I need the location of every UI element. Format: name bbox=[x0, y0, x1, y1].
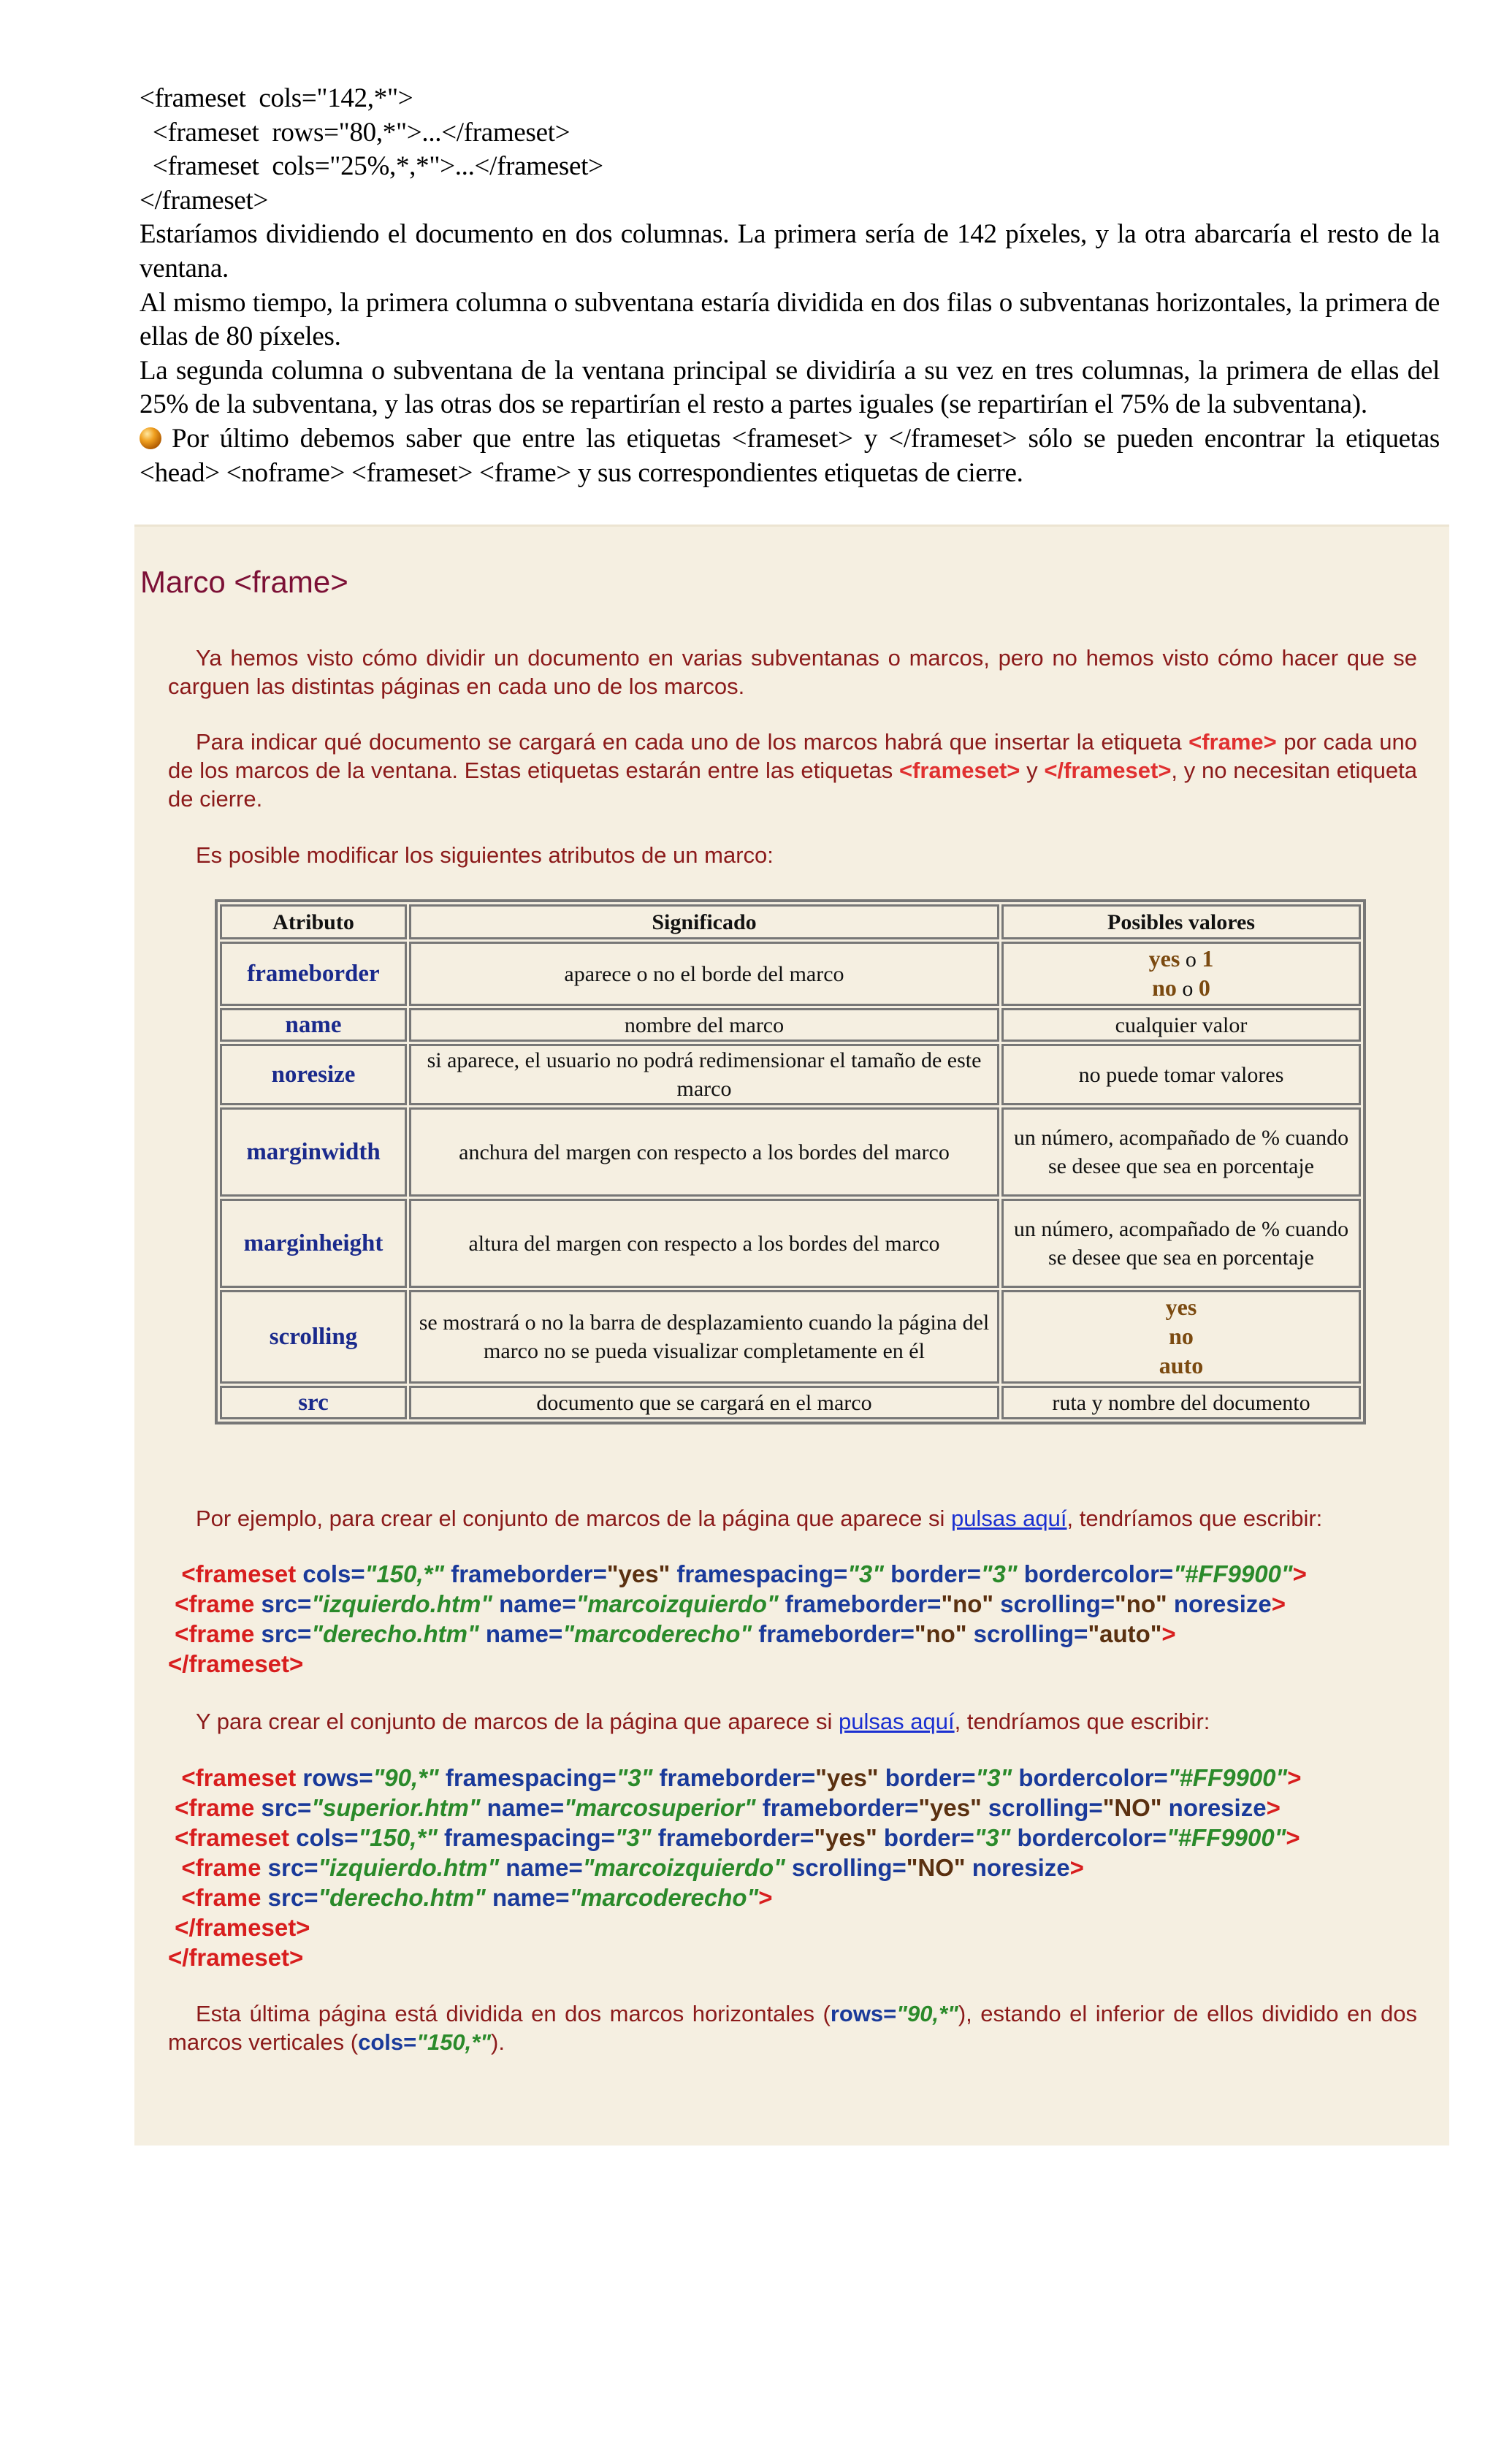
code-token: <frameset bbox=[168, 1560, 303, 1587]
attr-values bbox=[1001, 942, 1361, 1006]
code-line bbox=[168, 1912, 1301, 1942]
code-token: "no" bbox=[1115, 1590, 1167, 1617]
attr-desc: documento que se cargará en el marco bbox=[409, 1386, 999, 1419]
text-fragment: , tendríamos que escribir: bbox=[954, 1709, 1210, 1734]
text-fragment: , y no necesitan etiqueta de cierre. bbox=[168, 758, 1417, 812]
bullet-icon bbox=[140, 427, 161, 449]
code-token: "#FF9900" bbox=[1167, 1764, 1288, 1791]
code-token: "izquierdo.htm" bbox=[318, 1854, 500, 1881]
text-fragment: Esta última página está dividida en dos marcos horizontales ( bbox=[196, 2001, 831, 2026]
pulsas-aqui-link-2[interactable]: pulsas aquí bbox=[839, 1709, 955, 1734]
code-line bbox=[168, 1589, 1307, 1619]
code-token: "marcosuperior" bbox=[564, 1794, 756, 1821]
value-0: 0 bbox=[1198, 974, 1210, 1001]
code-token: name= bbox=[480, 1794, 565, 1821]
code-line: </frameset> bbox=[140, 185, 269, 215]
code-token: "150,*" bbox=[358, 1824, 438, 1851]
code-token: "marcoizquierdo" bbox=[576, 1590, 779, 1617]
table-row bbox=[220, 1386, 1361, 1419]
value-yes: yes bbox=[1148, 945, 1180, 972]
closing-paragraph bbox=[168, 1999, 1417, 2056]
code-token: framespacing= bbox=[437, 1824, 615, 1851]
code-token: cols= bbox=[302, 1560, 365, 1587]
code-token: > bbox=[1292, 1560, 1307, 1587]
code-token: "#FF9900" bbox=[1173, 1560, 1293, 1587]
code-line bbox=[168, 1649, 1307, 1679]
paragraph-columns: Estaríamos dividiendo el documento en dos columnas. La primera sería de 142 píxeles, y la otra abarcaría el resto de la ventana. bbox=[140, 219, 1440, 283]
code-token: "yes" bbox=[814, 1824, 877, 1851]
code-token: frameborder= bbox=[752, 1620, 915, 1647]
attr-desc: se mostrará o no la barra de desplazamiento cuando la página del marco no se pueda visualizar completamente en él bbox=[409, 1290, 999, 1384]
code-token: "90,*" bbox=[373, 1764, 439, 1791]
code-token: "no" bbox=[941, 1590, 994, 1617]
code-line bbox=[168, 1559, 1307, 1589]
code-token: "yes" bbox=[815, 1764, 879, 1791]
text-fragment: ). bbox=[491, 2029, 505, 2055]
code-token: "yes" bbox=[606, 1560, 671, 1587]
table-row bbox=[220, 1044, 1361, 1105]
code-token: noresize bbox=[965, 1854, 1070, 1881]
code-token: "derecho.htm" bbox=[318, 1884, 486, 1911]
text-fragment: Y para crear el conjunto de marcos de la página que aparece si bbox=[196, 1709, 839, 1734]
code-token: "yes" bbox=[918, 1794, 982, 1821]
text-fragment: ), estando el inferior de ellos dividido en dos marcos verticales ( bbox=[168, 2001, 1417, 2055]
code-token: "marcoderecho" bbox=[569, 1884, 759, 1911]
intro-section bbox=[140, 82, 1440, 490]
pulsas-aqui-link-1[interactable]: pulsas aquí bbox=[950, 1506, 1067, 1531]
attr-values: un número, acompañado de % cuando se desee que sea en porcentaje bbox=[1001, 1199, 1361, 1288]
inline-code-attr: rows= bbox=[830, 2001, 897, 2026]
code-token: name= bbox=[499, 1854, 583, 1881]
code-token: border= bbox=[883, 1560, 981, 1587]
paragraph-allowed-tags bbox=[140, 422, 1440, 490]
code-line bbox=[168, 1942, 1301, 1972]
frame-attributes-table bbox=[215, 899, 1366, 1424]
code-token: frameborder= bbox=[652, 1764, 816, 1791]
code-token: "superior.htm" bbox=[311, 1794, 481, 1821]
value-no: no bbox=[1152, 974, 1177, 1001]
text-fragment: Por ejemplo, para crear el conjunto de marcos de la página que aparece si bbox=[196, 1506, 951, 1531]
code-token: "150,*" bbox=[365, 1560, 445, 1587]
code-token: bordercolor= bbox=[1017, 1560, 1174, 1587]
code-token: name= bbox=[485, 1884, 570, 1911]
code-token: framespacing= bbox=[438, 1764, 617, 1791]
example1-intro bbox=[168, 1504, 1417, 1533]
code-line bbox=[168, 1763, 1301, 1793]
code-token: "izquierdo.htm" bbox=[311, 1590, 492, 1617]
code-token: > bbox=[1287, 1764, 1302, 1791]
code-token: "marcoizquierdo" bbox=[582, 1854, 785, 1881]
inline-code-value: "150,*" bbox=[416, 2029, 492, 2055]
code-token: name= bbox=[492, 1590, 576, 1617]
table-row bbox=[220, 1008, 1361, 1042]
code-token: src= bbox=[261, 1620, 312, 1647]
attr-desc: anchura del margen con respecto a los bordes del marco bbox=[409, 1107, 999, 1197]
table-row bbox=[220, 1290, 1361, 1384]
inline-code-value: "90,*" bbox=[896, 2001, 958, 2026]
value-no: no bbox=[1169, 1323, 1194, 1349]
table-header-row bbox=[220, 904, 1361, 939]
attr-desc: aparece o no el borde del marco bbox=[409, 942, 999, 1006]
code-token: rows= bbox=[302, 1764, 373, 1791]
code-token: frameborder= bbox=[778, 1590, 942, 1617]
attr-values: cualquier valor bbox=[1001, 1008, 1361, 1042]
attr-name: noresize bbox=[220, 1044, 407, 1105]
paragraph-allowed-tags-text: Por último debemos saber que entre las etiquetas <frameset> y </frameset> sólo se pueden encontrar la etiquetas <head> <noframe> <frameset> <frame> y sus correspondientes etiquetas de cierre. bbox=[140, 423, 1440, 488]
paragraph-first-column: Al mismo tiempo, la primera columna o subventana estaría dividida en dos filas o subventanas horizontales, la primera de ellas de 80 píxeles. bbox=[140, 287, 1440, 352]
frameset-tag-inline: <frameset> bbox=[898, 758, 1020, 783]
code-token: scrolling= bbox=[981, 1794, 1103, 1821]
code-token: </frameset> bbox=[168, 1650, 304, 1677]
code-line: <frameset cols="25%,*,*">...</frameset> bbox=[140, 151, 603, 182]
code-token: "3" bbox=[616, 1764, 653, 1791]
value-1: 1 bbox=[1202, 945, 1214, 972]
code-token: "NO" bbox=[1102, 1794, 1162, 1821]
attr-name: marginheight bbox=[220, 1199, 407, 1288]
attr-desc: nombre del marco bbox=[409, 1008, 999, 1042]
code-token: <frameset bbox=[168, 1764, 303, 1791]
value-yes: yes bbox=[1165, 1294, 1197, 1320]
value-sep: o bbox=[1180, 947, 1202, 972]
frameset-close-tag-inline: </frameset> bbox=[1044, 758, 1172, 783]
attr-values bbox=[1001, 1290, 1361, 1384]
code-token: scrolling= bbox=[993, 1590, 1115, 1617]
attr-name: src bbox=[220, 1386, 407, 1419]
example1-code bbox=[168, 1559, 1307, 1679]
code-token: <frame bbox=[168, 1620, 262, 1647]
text-fragment: por cada uno de los marcos de la ventana. Estas etiquetas estarán entre las etiquetas bbox=[168, 729, 1417, 783]
code-token: > bbox=[1286, 1824, 1300, 1851]
table-row bbox=[220, 1199, 1361, 1288]
code-token: "#FF9900" bbox=[1167, 1824, 1286, 1851]
value-auto: auto bbox=[1159, 1352, 1204, 1378]
attr-desc: si aparece, el usuario no podrá redimensionar el tamaño de este marco bbox=[409, 1044, 999, 1105]
code-token: > bbox=[1266, 1794, 1281, 1821]
frameset-example-code bbox=[140, 82, 1440, 218]
code-token: scrolling= bbox=[785, 1854, 907, 1881]
attr-values: ruta y nombre del documento bbox=[1001, 1386, 1361, 1419]
table-row bbox=[220, 1107, 1361, 1197]
code-token: > bbox=[1161, 1620, 1176, 1647]
code-token: "marcoderecho" bbox=[562, 1620, 752, 1647]
code-token: border= bbox=[877, 1824, 974, 1851]
attr-name: scrolling bbox=[220, 1290, 407, 1384]
code-token: frameborder= bbox=[651, 1824, 814, 1851]
code-token: <frame bbox=[168, 1854, 268, 1881]
code-token: noresize bbox=[1167, 1590, 1272, 1617]
code-token: "3" bbox=[974, 1824, 1011, 1851]
intro-paragraph: Ya hemos visto cómo dividir un documento en varias subventanas o marcos, pero no hemos visto cómo hacer que se carguen las distintas páginas en cada uno de los marcos. bbox=[168, 645, 1417, 699]
code-token: noresize bbox=[1161, 1794, 1267, 1821]
code-token: src= bbox=[261, 1590, 312, 1617]
code-token: "auto" bbox=[1088, 1620, 1162, 1647]
code-line: <frameset cols="142,*"> bbox=[140, 83, 413, 113]
code-token: src= bbox=[267, 1884, 318, 1911]
code-token: <frameset bbox=[168, 1824, 297, 1851]
code-token: frameborder= bbox=[444, 1560, 607, 1587]
code-token: border= bbox=[878, 1764, 976, 1791]
code-token: </frameset> bbox=[168, 1914, 310, 1941]
code-token: "derecho.htm" bbox=[311, 1620, 479, 1647]
inline-code-attr: cols= bbox=[358, 2029, 417, 2055]
code-token: </frameset> bbox=[168, 1944, 304, 1971]
code-token: cols= bbox=[296, 1824, 359, 1851]
code-token: frameborder= bbox=[755, 1794, 919, 1821]
code-line bbox=[168, 1619, 1307, 1649]
code-token: <frame bbox=[168, 1590, 262, 1617]
text-fragment: Para indicar qué documento se cargará en cada uno de los marcos habrá que insertar la etiqueta bbox=[196, 729, 1189, 755]
attributes-intro: Es posible modificar los siguientes atributos de un marco: bbox=[196, 842, 774, 868]
header-atributo: Atributo bbox=[220, 904, 407, 939]
code-token: "NO" bbox=[906, 1854, 966, 1881]
attr-name: frameborder bbox=[220, 942, 407, 1006]
section-heading: Marco <frame> bbox=[140, 565, 348, 599]
header-significado: Significado bbox=[409, 904, 999, 939]
code-token: > bbox=[758, 1884, 773, 1911]
code-token: "3" bbox=[847, 1560, 884, 1587]
value-sep: o bbox=[1176, 977, 1199, 1001]
frame-tag-inline: <frame> bbox=[1188, 729, 1277, 755]
code-line bbox=[168, 1883, 1301, 1912]
code-token: scrolling= bbox=[966, 1620, 1088, 1647]
frame-section-panel bbox=[134, 525, 1449, 2145]
code-token: "3" bbox=[614, 1824, 652, 1851]
code-token: <frame bbox=[168, 1794, 262, 1821]
code-line: <frameset rows="80,*">...</frameset> bbox=[140, 117, 570, 148]
example2-code bbox=[168, 1763, 1301, 1972]
table-row bbox=[220, 942, 1361, 1006]
code-token: name= bbox=[478, 1620, 563, 1647]
paragraph-second-column: La segunda columna o subventana de la ventana principal se dividiría a su vez en tres columnas, la primera de ellas del 25% de la subventana, y las otras dos se repartirían el resto a partes iguales (se repartirían el 75% de la subventana). bbox=[140, 355, 1440, 420]
code-token: > bbox=[1069, 1854, 1084, 1881]
text-fragment: y bbox=[1020, 758, 1045, 783]
attr-desc: altura del margen con respecto a los bordes del marco bbox=[409, 1199, 999, 1288]
code-token: bordercolor= bbox=[1012, 1764, 1168, 1791]
attr-values: no puede tomar valores bbox=[1001, 1044, 1361, 1105]
text-fragment: , tendríamos que escribir: bbox=[1066, 1506, 1323, 1531]
code-token: src= bbox=[267, 1854, 318, 1881]
code-line bbox=[168, 1853, 1301, 1883]
example2-intro bbox=[168, 1707, 1417, 1736]
code-token: "no" bbox=[914, 1620, 967, 1647]
header-posibles-valores: Posibles valores bbox=[1001, 904, 1361, 939]
attr-name: name bbox=[220, 1008, 407, 1042]
code-token: src= bbox=[261, 1794, 312, 1821]
attr-name: marginwidth bbox=[220, 1107, 407, 1197]
code-token: bordercolor= bbox=[1010, 1824, 1167, 1851]
code-line bbox=[168, 1823, 1301, 1853]
code-token: "3" bbox=[975, 1764, 1012, 1791]
frame-tag-paragraph bbox=[168, 728, 1417, 813]
code-token: <frame bbox=[168, 1884, 268, 1911]
attr-values: un número, acompañado de % cuando se desee que sea en porcentaje bbox=[1001, 1107, 1361, 1197]
code-token: > bbox=[1271, 1590, 1286, 1617]
code-token: framespacing= bbox=[670, 1560, 848, 1587]
code-line bbox=[168, 1793, 1301, 1823]
code-token: "3" bbox=[980, 1560, 1018, 1587]
